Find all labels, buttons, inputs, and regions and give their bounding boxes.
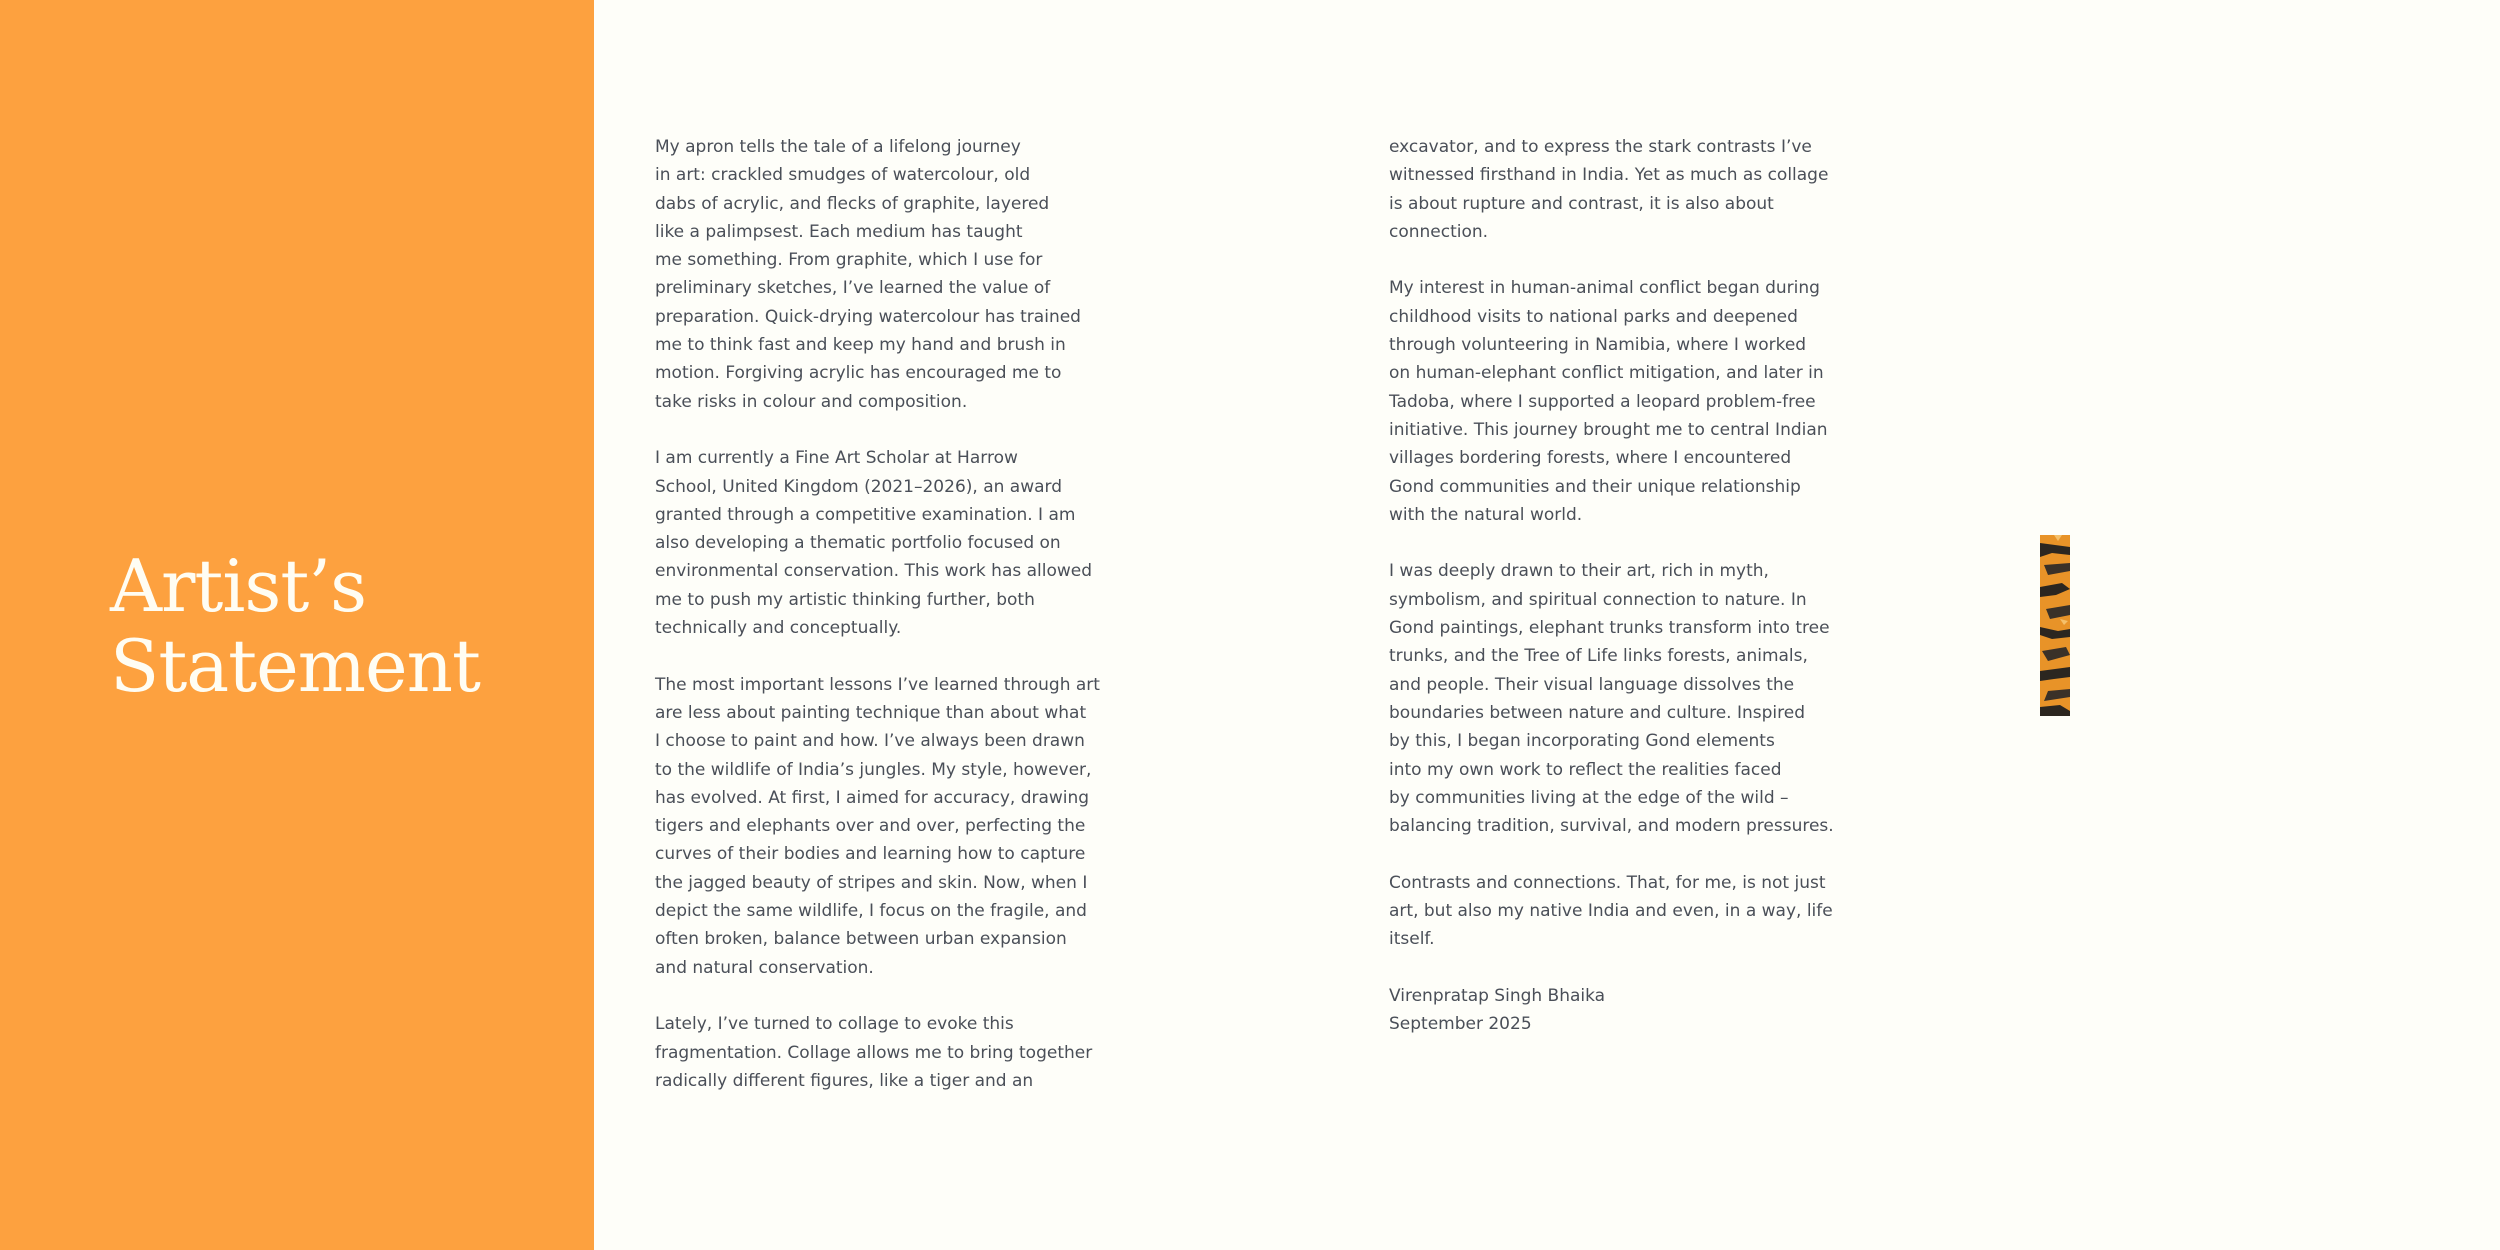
text-line: childhood visits to national parks and deepened [1389,306,1798,327]
text-line: fragmentation. Collage allows me to bring together [655,1042,1093,1063]
text-line: itself. [1389,929,1435,950]
text-line: in art: crackled smudges of watercolour, old [655,165,1031,186]
text-line: into my own work to reflect the realities faced [1389,759,1782,780]
paragraph [655,671,1125,982]
text-line: me something. From graphite, which I use for [655,250,1043,271]
text-line: I am currently a Fine Art Scholar at Harrow [655,448,1018,469]
text-line: Tadoba, where I supported a leopard problem-free [1389,391,1816,412]
text-line: dabs of acrylic, and flecks of graphite, layered [655,193,1050,214]
text-line: to the wildlife of India’s jungles. My style, however, [655,759,1092,780]
paragraph [655,1010,1125,1095]
page-title [110,546,480,706]
text-line: granted through a competitive examination. I am [655,504,1076,525]
text-line: depict the same wildlife, I focus on the fragile, and [655,901,1087,922]
text-line: the jagged beauty of stripes and skin. Now, when I [655,872,1088,893]
text-line: and natural conservation. [655,957,874,978]
text-line: Gond paintings, elephant trunks transform into tree [1389,618,1830,639]
text-line: tigers and elephants over and over, perfecting the [655,816,1086,837]
text-line: Lately, I’ve turned to collage to evoke this [655,1014,1014,1035]
text-line: symbolism, and spiritual connection to nature. In [1389,589,1807,610]
text-line: are less about painting technique than about what [655,702,1087,723]
text-line: take risks in colour and composition. [655,391,968,412]
text-line: My apron tells the tale of a lifelong journey [655,137,1021,157]
title-line-1: Artist’s [110,544,367,628]
text-line: The most important lessons I’ve learned through art [655,674,1100,695]
text-line: technically and conceptually. [655,618,902,639]
text-line: excavator, and to express the stark contrasts I’ve [1389,137,1812,157]
text-line: radically different figures, like a tiger and an [655,1070,1034,1091]
text-line: also developing a thematic portfolio focused on [655,533,1061,554]
text-line: preparation. Quick-drying watercolour has trained [655,306,1081,327]
text-line: motion. Forgiving acrylic has encouraged me to [655,363,1062,384]
paragraph [655,444,1125,642]
text-line: curves of their bodies and learning how to capture [655,844,1086,865]
text-line: me to push my artistic thinking further, both [655,589,1035,610]
text-line: environmental conservation. This work has allowed [655,561,1093,582]
text-line: through volunteering in Namibia, where I worked [1389,335,1807,356]
text-line: with the natural world. [1389,504,1583,525]
text-line: witnessed firsthand in India. Yet as much as collage [1389,165,1829,186]
orange-sidebar-panel [0,0,594,1250]
text-line: art, but also my native India and even, in a way, life [1389,901,1833,922]
text-line: Gond communities and their unique relationship [1389,476,1801,497]
text-line: initiative. This journey brought me to central Indian [1389,419,1828,440]
text-line: My interest in human-animal conflict began during [1389,278,1820,299]
text-line: I choose to paint and how. I’ve always been drawn [655,731,1085,752]
text-line: I was deeply drawn to their art, rich in myth, [1389,561,1769,582]
text-line: often broken, balance between urban expansion [655,929,1067,950]
text-line: School, United Kingdom (2021–2026), an award [655,476,1063,497]
paragraph [655,133,1125,416]
text-line: by communities living at the edge of the wild – [1389,787,1789,808]
title-line-2: Statement [110,624,480,708]
paragraph [1389,133,1859,246]
text-line: me to think fast and keep my hand and brush in [655,335,1066,356]
text-line: balancing tradition, survival, and modern pressures. [1389,816,1834,837]
text-line: like a palimpsest. Each medium has taught [655,221,1023,242]
text-column-right [1389,133,1859,1039]
text-line: is about rupture and contrast, it is also about [1389,193,1774,214]
paragraph [1389,274,1859,529]
signature-date: September 2025 [1389,1014,1532,1035]
text-line: boundaries between nature and culture. Inspired [1389,702,1805,723]
text-column-left [655,133,1125,1123]
text-line: preliminary sketches, I’ve learned the value of [655,278,1051,299]
text-line: has evolved. At first, I aimed for accuracy, drawing [655,787,1090,808]
text-line: villages bordering forests, where I encountered [1389,448,1792,469]
paragraph [1389,557,1859,840]
signature-name: Virenpratap Singh Bhaika [1389,985,1606,1006]
text-line: on human-elephant conflict mitigation, and later in [1389,363,1824,384]
signature-block [1389,982,1859,1039]
paragraph [1389,869,1859,954]
text-line: connection. [1389,221,1489,242]
tiger-stripe-artwork-icon [2040,535,2070,716]
text-line: Contrasts and connections. That, for me, is not just [1389,872,1826,893]
text-line: by this, I began incorporating Gond elements [1389,731,1775,752]
text-line: trunks, and the Tree of Life links forests, animals, [1389,646,1808,667]
text-line: and people. Their visual language dissolves the [1389,674,1795,695]
